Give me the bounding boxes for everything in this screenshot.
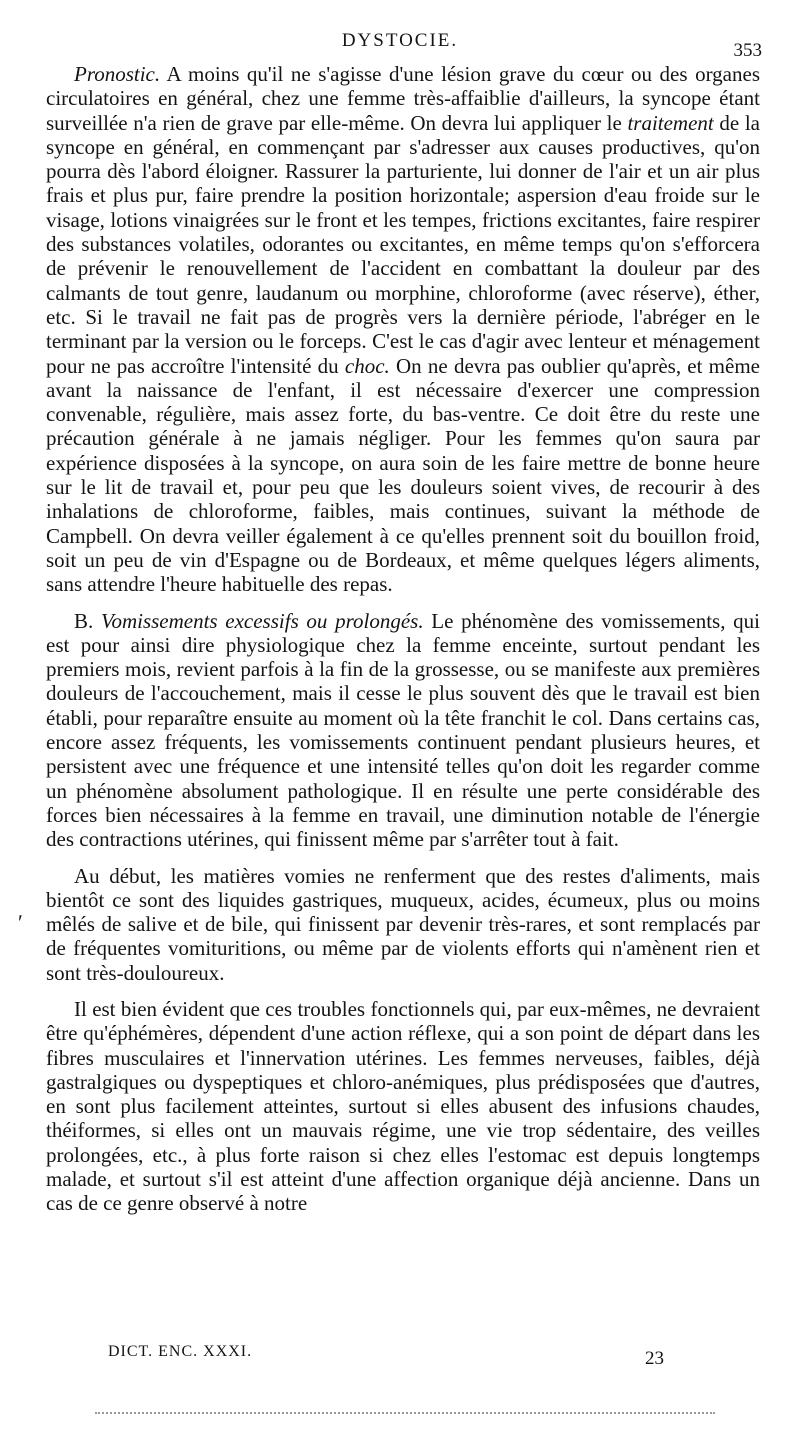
text-run: B.: [74, 608, 101, 633]
body-text: [46, 62, 760, 1216]
footer-signature: DICT. ENC. XXXI.: [108, 1343, 253, 1360]
text-run: de la syncope en général, en commençant par s'adresser aux causes productives, qu'on pourra dès l'abord éloigner. Rassurer la parturiente, lui donner de l'air et un air plus frais et plus pur, faire prendre la position horizontale; aspersion d'eau froide sur le visage, lotions vinaigrées sur le front et les tempes, frictions excitantes, faire respirer des substances volatiles, odorantes ou excitantes, en même temps qu'on s'efforcera de prévenir le renouvellement de l'accident en combattant la douleur par des calmants de tout genre, laudanum ou morphine, chloroforme (avec réserve), éther, etc. Si le travail ne fait pas de progrès vers la dernière période, l'abréger en le terminant par la version ou le forceps. C'est le cas d'agir avec lenteur et ménagement pour ne pas accroître l'intensité du: [46, 110, 760, 378]
italic-text: Vomissements excessifs ou prolongés.: [100, 608, 424, 633]
running-title: DYSTOCIE.: [341, 30, 459, 51]
text-run: Il est bien évident que ces troubles fonctionnels qui, par eux-mêmes, ne devraient être qu'éphémères, dépendent d'une action réflexe, qui a son point de départ dans les fibres musculaires et l'innervation utérines. Les femmes nerveuses, faibles, déjà gastralgiques ou dyspeptiques et chloro-anémiques, plus prédisposées que d'autres, en sont plus facilement atteintes, surtout si elles abusent des infusions chaudes, théiformes, si elles ont un mauvais régime, une vie trop sédentaire, des veilles prolongées, etc., à plus forte raison si chez elles l'estomac est depuis longtemps malade, et surtout s'il est atteint d'une affection organique déjà ancienne. Dans un cas de ce genre observé à notre: [46, 996, 760, 1216]
paragraph: [46, 864, 760, 985]
text-run: Le phénomène des vomissements, qui est pour ainsi dire physiologique chez la femme enceinte, surtout pendant les premiers mois, revient parfois à la fin de la grossesse, ou se manifeste aux premières douleurs de l'accouchement, mais il cesse le plus souvent dès que le travail est bien établi, pour reparaître ensuite au moment où la tête franchit le col. Dans certains cas, encore assez fréquents, les vomissements continuent pendant plusieurs heures, et persistent avec une fréquence et une intensité telles qu'on doit les regarder comme un phénomène absolument pathologique. Il en résulte une perte considérable des forces bien nécessaires à la femme en travail, une diminution notable de l'énergie des contractions utérines, qui finissent même par s'arrêter tout à fait.: [46, 608, 760, 852]
italic-text: choc.: [344, 353, 390, 378]
text-run: Au début, les matières vomies ne renferment que des restes d'aliments, mais bientôt ce sont des liquides gastriques, muqueux, acides, écumeux, plus ou moins mêlés de salive et de bile, qui finissent par devenir très-rares, et sont remplacés par de fréquentes vomituritions, ou même par de violents efforts qui n'amènent rien et sont très-douloureux.: [46, 863, 760, 985]
italic-text: Pronostic.: [74, 62, 161, 86]
paragraph: [46, 62, 760, 597]
text-run: On ne devra pas oublier qu'après, et même avant la naissance de l'enfant, il est nécessaire d'exercer une compression convenable, régulière, mais assez forte, du bas-ventre. Ce doit être du reste une précaution générale à ne jamais négliger. Pour les femmes qu'on saura par expérience disposées à la syncope, on aura soin de les faire mettre de bonne heure sur le lit de travail et, pour peu que les douleurs soient vives, de recourir à des inhalations de chloroforme, faibles, mais continues, suivant la méthode de Campbell. On devra veiller également à ce qu'elles prennent soit du bouillon froid, soit un peu de vin d'Espagne ou de Bordeaux, et même quelques légers aliments, sans attendre l'heure habituelle des repas.: [46, 353, 760, 597]
footer-sheet-number: 23: [645, 1348, 664, 1369]
paragraph: [46, 997, 760, 1216]
bottom-rule: [95, 1412, 715, 1414]
paragraph: [46, 609, 760, 852]
margin-mark: ʹ: [18, 910, 23, 935]
italic-text: traitement: [627, 110, 714, 135]
text-run: A moins qu'il ne s'agisse d'une lésion grave du cœur ou des organes circulatoires en général, chez une femme très-affaiblie d'ailleurs, la syncope étant surveillée n'a rien de grave par elle-même. On devra lui appliquer le: [46, 62, 760, 135]
page-number: 353: [733, 40, 762, 61]
